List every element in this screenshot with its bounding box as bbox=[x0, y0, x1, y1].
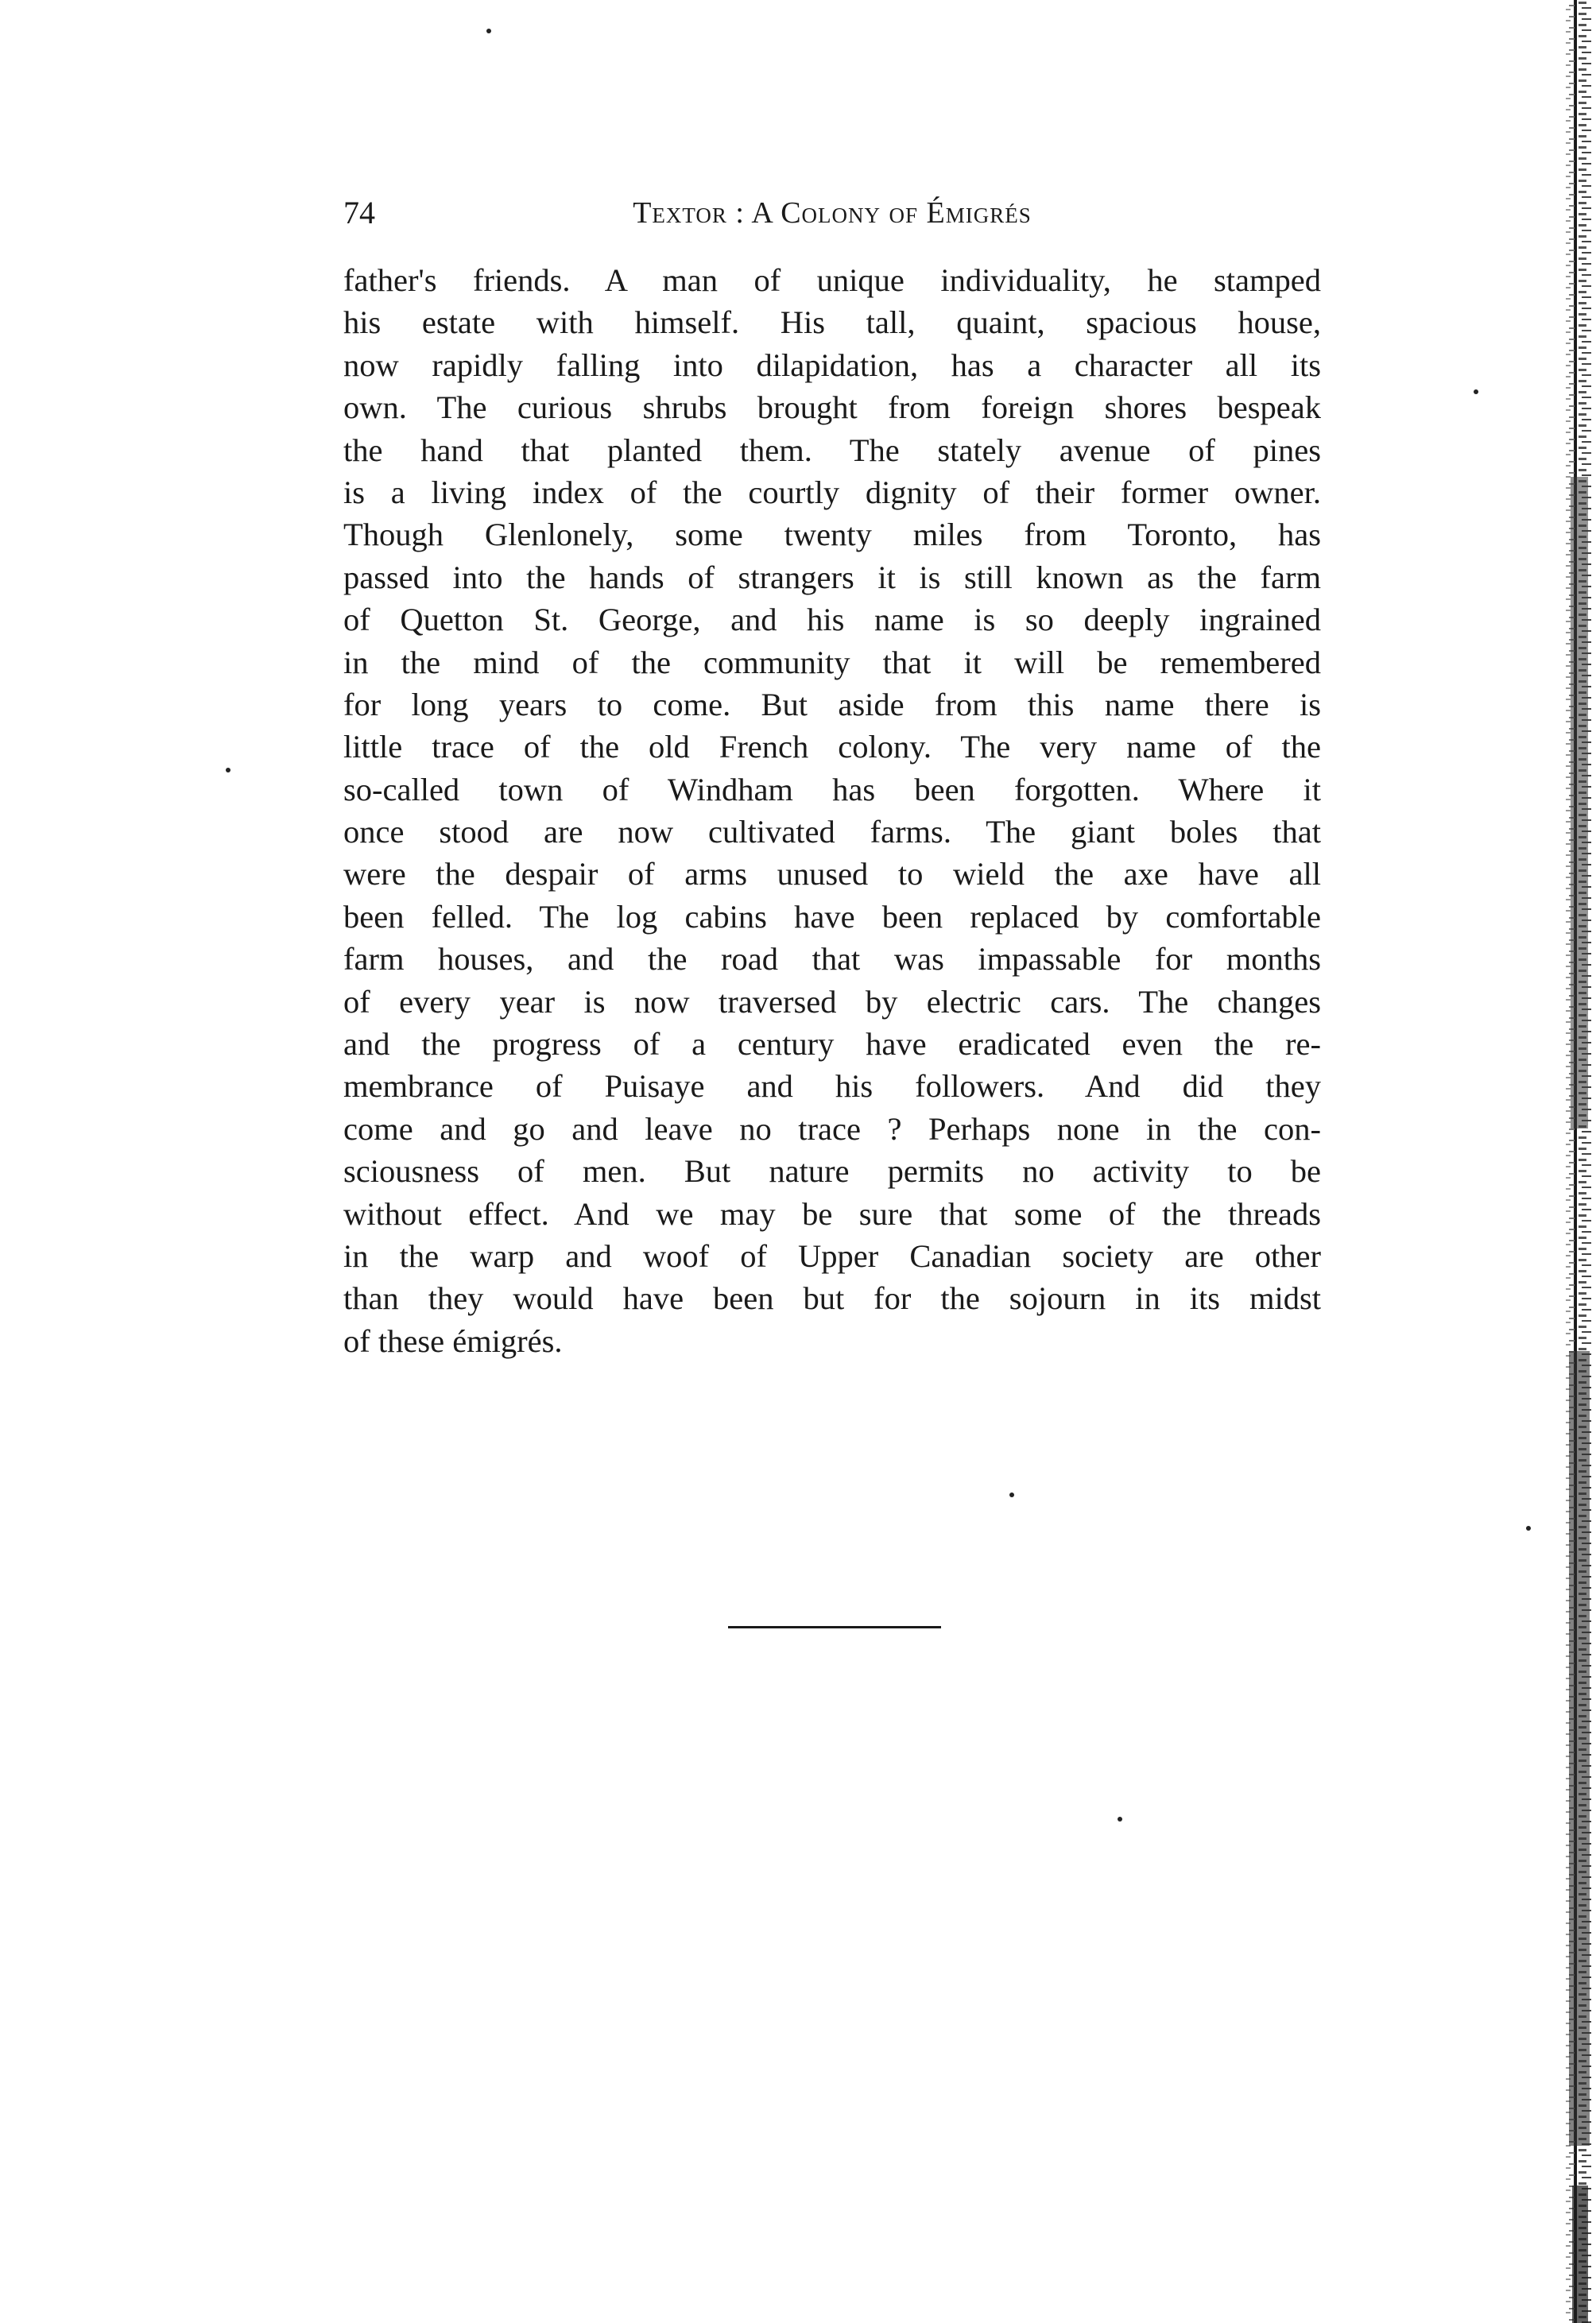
text-line: of Quetton St. George, and his name is so deeply ingrained bbox=[343, 602, 1321, 638]
scan-speck bbox=[1118, 1817, 1122, 1822]
text-line: of every year is now traversed by electric cars. The changes bbox=[343, 983, 1321, 1020]
scan-speck bbox=[226, 768, 230, 772]
text-line: for long years to come. But aside from this name there is bbox=[343, 686, 1321, 722]
scan-speck bbox=[1009, 1493, 1014, 1497]
text-line: own. The curious shrubs brought from foreign shores bespeak bbox=[343, 389, 1321, 426]
scan-edge bbox=[1550, 0, 1596, 2323]
text-line: come and go and leave no trace ? Perhaps none in the con- bbox=[343, 1110, 1321, 1147]
text-line: in the warp and woof of Upper Canadian society are other bbox=[343, 1237, 1321, 1274]
text-line: the hand that planted them. The stately avenue of pines bbox=[343, 432, 1321, 468]
text-line: been felled. The log cabins have been replaced by comfortable bbox=[343, 898, 1321, 935]
running-title: Textor : A Colony of Émigrés bbox=[633, 196, 1032, 230]
text-line: sciousness of men. But nature permits no activity to be bbox=[343, 1153, 1321, 1190]
text-line: and the progress of a century have eradicated even the re- bbox=[343, 1026, 1321, 1063]
text-line: in the mind of the community that it will be remembered bbox=[343, 644, 1321, 680]
scan-speck bbox=[1526, 1526, 1531, 1531]
text-line: once stood are now cultivated farms. The giant boles that bbox=[343, 814, 1321, 850]
text-line: than they would have been but for the sojourn in its midst bbox=[343, 1280, 1321, 1317]
scan-speck bbox=[486, 29, 491, 33]
page-number: 74 bbox=[343, 195, 375, 230]
text-line: Though Glenlonely, some twenty miles from Toronto, has bbox=[343, 517, 1321, 553]
text-line: were the despair of arms unused to wield the axe have all bbox=[343, 856, 1321, 892]
text-line: passed into the hands of strangers it is still known as the farm bbox=[343, 559, 1321, 595]
text-line: is a living index of the courtly dignity of their former owner. bbox=[343, 474, 1321, 510]
end-rule bbox=[728, 1626, 941, 1628]
text-line: farm houses, and the road that was impassable for months bbox=[343, 941, 1321, 978]
text-line: so-called town of Windham has been forgotten. Where it bbox=[343, 771, 1321, 807]
text-line-last: of these émigrés. bbox=[343, 1322, 563, 1359]
running-head bbox=[343, 189, 1321, 237]
text-line: membrance of Puisaye and his followers. And did they bbox=[343, 1068, 1321, 1105]
text-line: little trace of the old French colony. The very name of the bbox=[343, 729, 1321, 765]
body-text bbox=[343, 259, 1321, 1362]
text-line: his estate with himself. His tall, quaint, spacious house, bbox=[343, 304, 1321, 341]
text-line: now rapidly falling into dilapidation, has a character all its bbox=[343, 347, 1321, 383]
text-line: father's friends. A man of unique individuality, he stamped bbox=[343, 262, 1321, 298]
text-line: without effect. And we may be sure that some of the threads bbox=[343, 1195, 1321, 1232]
scan-speck bbox=[1474, 389, 1478, 394]
